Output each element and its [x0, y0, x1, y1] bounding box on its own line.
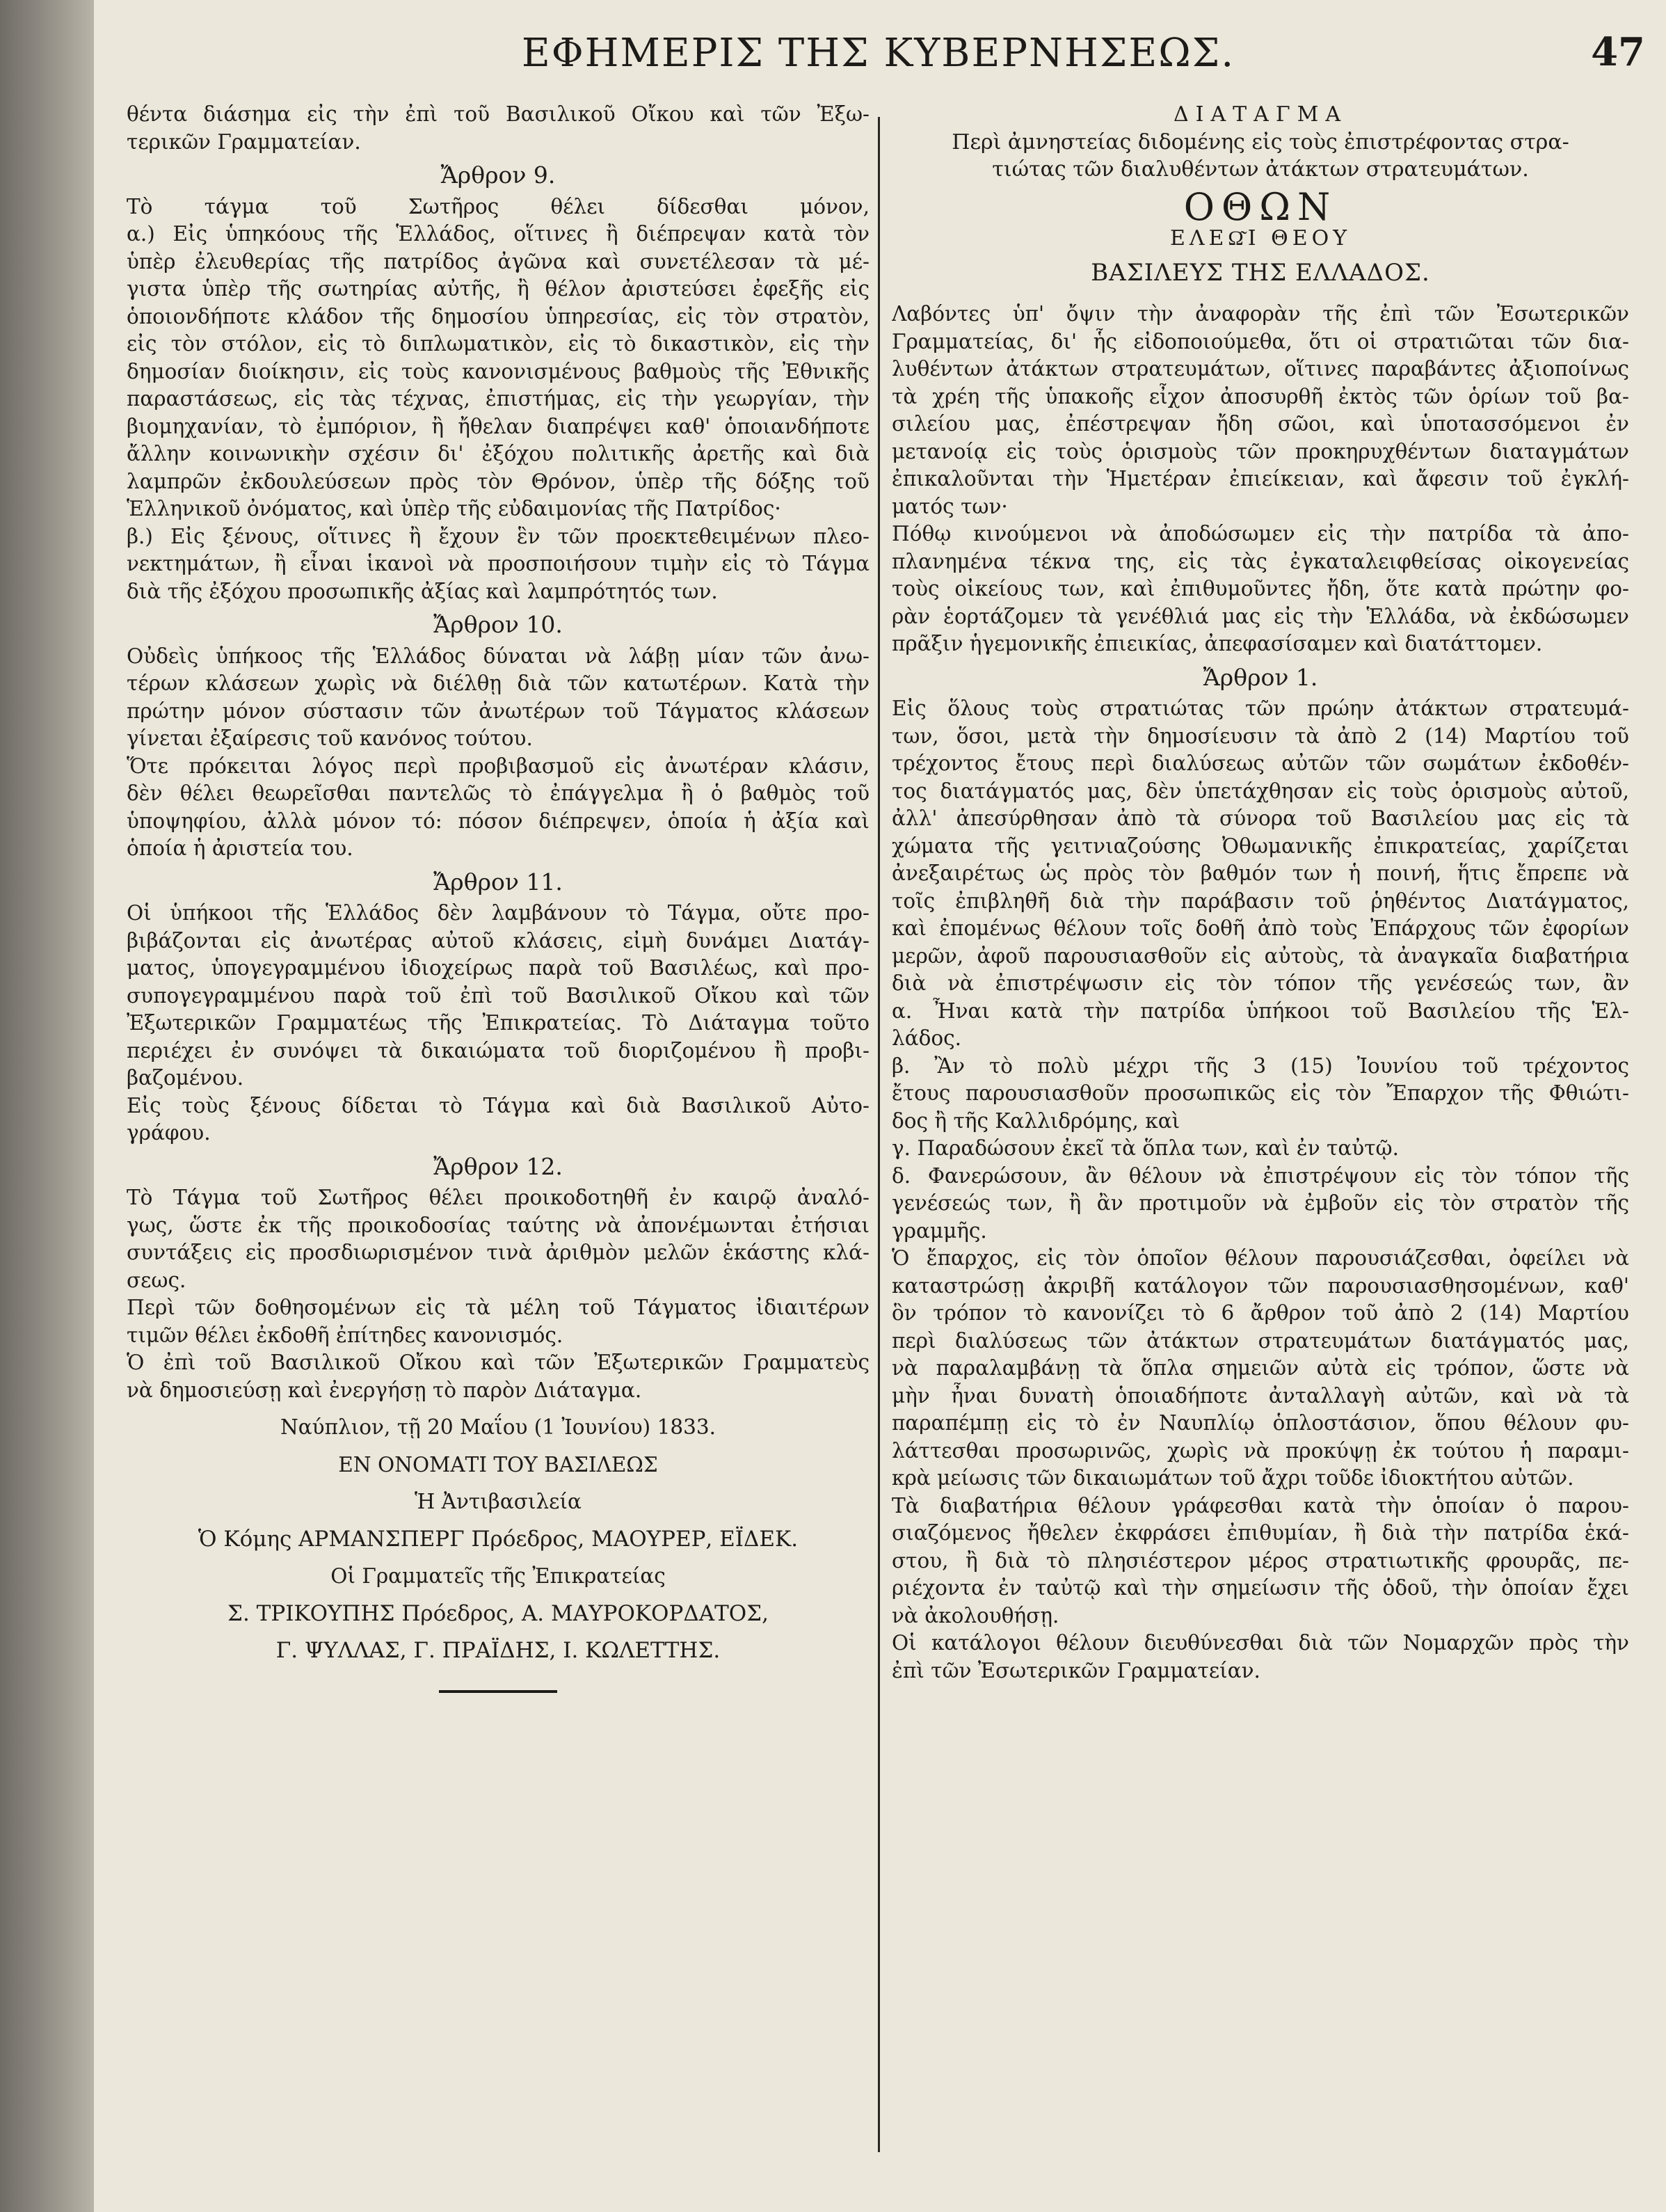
text-line: β. Ἂν τὸ πολὺ μέχρι τῆς 3 (15) Ἰουνίου τοῦ τρέχοντος	[892, 1053, 1629, 1078]
text-line: θέντα διάσημα εἰς τὴν ἐπὶ τοῦ Βασιλικοῦ Οἴκου καὶ τῶν Ἐξω-	[127, 102, 870, 126]
text-line: τοὺς οἰκείους των, καὶ ἐπιθυμοῦντες ἤδη, ὅτε κατὰ πρώτην φο-	[892, 577, 1629, 600]
text-line: τοῖς ἐπιβληθῆ διὰ τὴν παράβασιν τοῦ ῥηθέντος Διατάγματος,	[892, 889, 1629, 913]
text-line: γως, ὥστε ἐκ τῆς προικοδοσίας ταύτης νὰ ἀπονέμωνται ἐτήσιαι	[127, 1213, 870, 1237]
text-line: σιλείου μας, ἐπέστρεψαν ἤδη σῶοι, καὶ ὑποτασσόμενοι ἐν	[892, 412, 1629, 436]
text-line: Τὰ διαβατήρια θέλουν γράφεσθαι κατὰ τὴν ὁποίαν ὁ παρου-	[892, 1493, 1629, 1518]
text-line: Οὐδεὶς ὑπήκοος τῆς Ἑλλάδος δύναται νὰ λάβῃ μίαν τῶν ἀνω-	[127, 644, 870, 668]
text-line: των, ὅσοι, μετὰ τὴν δημοσίευσιν τὰ ἀπὸ 2 (14) Μαρτίου τοῦ	[892, 724, 1629, 748]
in-name-of-king: ΕΝ ΟΝΟΜΑΤΙ ΤΟΥ ΒΑΣΙΛΕΩΣ	[338, 1452, 658, 1477]
text-line: ματός των·	[892, 494, 1008, 518]
text-line: Εἰς τοὺς ξένους δίδεται τὸ Τάγμα καὶ διὰ Βασιλικοῦ Αὐτο-	[127, 1093, 870, 1117]
text-line: γραμμῆς.	[892, 1218, 987, 1243]
article-1-body	[892, 695, 1629, 1685]
text-line: τιμῶν θέλει ἐκδοθῆ ἐπίτηδες κανονισμός.	[127, 1323, 563, 1347]
text-line: ρὰν ἑορτάζομεν τὰ γενέθλιά μας εἰς τὴν Ἑλλάδα, νὰ ἐκδώσωμεν	[892, 604, 1629, 628]
text-line: ὁποία ἡ ἀριστεία του.	[127, 836, 353, 860]
text-line: μετανοίᾳ εἰς τοὺς ὁρισμοὺς τῶν προκηρυχθέντων διαταγμάτων	[892, 439, 1629, 463]
text-line: Γραμματείας, δι' ἧς εἰδοποιούμεθα, ὅτι οἱ στρατιῶται τῶν δια-	[892, 329, 1629, 353]
text-line: λάδος.	[892, 1026, 962, 1050]
text-line: γιστα ὑπὲρ τῆς σωτηρίας αὐτῆς, ἢ θέλον ἀριστεύσει ἐφεξῆς εἰς	[127, 277, 870, 301]
text-line: καὶ ἐπομένως θέλουν τοῖς δοθῆ ἀπὸ τοὺς Ἐπάρχους τῶν ἐφορίων	[892, 916, 1629, 940]
text-line: Ὁ ἔπαρχος, εἰς τὸν ὁποῖον θέλουν παρουσιάζεσθαι, ὀφείλει νὰ	[892, 1246, 1629, 1270]
text-line: κρὰ μείωσις τῶν δικαιωμάτων τοῦ ἄχρι τοῦδε ἰδιοκτήτου αὐτῶν.	[892, 1466, 1574, 1490]
text-line: τέρων κλάσεων χωρὶς νὰ διέλθῃ διὰ τῶν κατωτέρων. Κατὰ τὴν	[127, 671, 870, 695]
text-line: ἄλλην κοινωνικὴν σχέσιν δι' ἐξόχου πολιτικῆς ἀρετῆς καὶ διὰ	[127, 442, 870, 466]
text-line: δὲν θέλει θεωρεῖσθαι παντελῶς τὸ ἐπάγγελμα ἢ ὁ βαθμὸς τοῦ	[127, 781, 870, 805]
text-line: ὑποψηφίου, ἀλλὰ μόνον τό: πόσον διέπρεψεν, ὁποία ἡ ἀξία καὶ	[127, 809, 870, 833]
article-12-heading: Ἄρθρον 12.	[433, 1152, 563, 1180]
text-line: Ὁ ἐπὶ τοῦ Βασιλικοῦ Οἴκου καὶ τῶν Ἐξωτερικῶν Γραμματεὺς	[127, 1351, 870, 1374]
king-name: ΟΘΩΝ	[1183, 184, 1338, 229]
text-line: διὰ νὰ ἐπιστρέψωσιν εἰς τὸν τόπον τῆς γενέσεώς των, ἂν	[892, 971, 1629, 995]
by-grace-of-god: ΕΛΕΩ͂Ι ΘΕΟΥ	[1169, 226, 1352, 250]
text-line: εἰς τὸν στόλον, εἰς τὸ διπλωματικὸν, εἰς τὸ δικαστικὸν, εἰς τὴν	[127, 332, 870, 356]
text-line: καταστρώσῃ ἀκριβῆ κατάλογον τῶν παρουσιασθησομένων, καθ'	[892, 1273, 1629, 1298]
right-column	[892, 101, 1629, 1685]
article-12-body	[127, 1184, 870, 1404]
text-line: Τὸ Τάγμα τοῦ Σωτῆρος θέλει προικοδοτηθῆ ἐν καιρῷ ἀναλό-	[127, 1186, 870, 1209]
text-line: μὴν ἦναι δυνατὴ ὁποιαδήποτε ἀνταλλαγὴ αὐτῶν, καὶ νὰ τὰ	[892, 1383, 1629, 1408]
text-line: ἐπικαλοῦνται τὴν Ἡμετέραν ἐπιείκειαν, καὶ ἄφεσιν τοῦ ἐγκλή-	[892, 467, 1629, 491]
secretaries-label: Οἱ Γραμματεῖς τῆς Ἐπικρατείας	[330, 1564, 666, 1588]
decree-title: ΔΙΑΤΑΓΜΑ	[1173, 102, 1348, 127]
text-line: τιώτας τῶν διαλυθέντων ἀτάκτων στρατευμάτων.	[992, 157, 1529, 182]
text-line: νὰ ἀκολουθήσῃ.	[892, 1603, 1059, 1628]
text-line: λάττεσθαι προσωρινῶς, χωρὶς νὰ προκύψῃ ἐκ τούτου ἡ παραμι-	[892, 1438, 1629, 1463]
article-1-heading: Ἄρθρον 1.	[1203, 663, 1318, 691]
text-line: τρέχοντος ἔτους περὶ διαλύσεως αὐτῶν τῶν σωμάτων ἐκδοθέν-	[892, 751, 1629, 775]
text-line: περιέχει ἐν συνόψει τὰ δικαιώματα τοῦ διοριζομένου ἢ προβι-	[127, 1038, 870, 1063]
text-line: σιαζόμενος ἤθελεν ἐκφράσει ἐπιθυμίαν, ἢ διὰ τὴν πατρίδα ἑκά-	[892, 1521, 1629, 1545]
text-line: ἀνεξαιρέτως ὡς πρὸς τὸν βαθμόν των ἡ ποινή, ἥτις ἔπρεπε νὰ	[892, 861, 1629, 885]
text-line: α.) Εἰς ὑπηκόους τῆς Ἑλλάδος, οἵτινες ἢ διέπρεψαν κατὰ τὸν	[127, 222, 870, 246]
text-line: Περὶ τῶν δοθησομένων εἰς τὰ μέλη τοῦ Τάγματος ἰδιαιτέρων	[127, 1296, 870, 1319]
text-line: ριέχοντα ἐν ταὐτῷ καὶ τὴν σημείωσιν τῆς ὁδοῦ, τὴν ὁποίαν ἔχει	[892, 1576, 1629, 1600]
intro-paragraph	[127, 101, 870, 156]
text-line: δημοσίαν διοίκησιν, εἰς τοὺς κανονισμένους βαθμοὺς τῆς Ἐθνικῆς	[127, 359, 870, 383]
text-line: Ἐξωτερικῶν Γραμματέως τῆς Ἐπικρατείας. Τὸ Διάταγμα τοῦτο	[127, 1011, 870, 1035]
decree-subject	[892, 129, 1629, 184]
left-column	[127, 101, 870, 1693]
text-line: στου, ἢ διὰ τὸ πλησιέστερον μέρος στρατιωτικῆς φρουρᾶς, πε-	[892, 1548, 1629, 1573]
text-line: γ. Παραδώσουν ἐκεῖ τὰ ὅπλα των, καὶ ἐν ταὐτῷ.	[892, 1136, 1399, 1160]
text-line: νὰ δημοσιεύσῃ καὶ ἐνεργήσῃ τὸ παρὸν Διάταγμα.	[127, 1378, 642, 1402]
text-line: διὰ τῆς ἐξόχου προσωπικῆς ἀξίας καὶ λαμπρότητός των.	[127, 579, 718, 603]
text-line: ἔτους παρουσιασθοῦν προσωπικῶς εἰς τὸν Ἔπαρχον τῆς Φθιώτι-	[892, 1081, 1629, 1105]
text-line: μερῶν, ἀφοῦ παρουσιασθοῦν εἰς αὐτοὺς, τὰ ἀναγκαῖα διαβατήρια	[892, 944, 1629, 968]
text-line: Οἱ κατάλογοι θέλουν διευθύνεσθαι διὰ τῶν Νομαρχῶν πρὸς τὴν	[892, 1631, 1629, 1655]
binding-gutter	[0, 0, 94, 2212]
text-line: σεως.	[127, 1268, 186, 1292]
text-line: Πόθῳ κινούμενοι νὰ ἀποδώσωμεν εἰς τὴν πατρίδα τὰ ἀπο-	[892, 522, 1629, 546]
text-line: β.) Εἰς ξένους, οἵτινες ἢ ἔχουν ἓν τῶν προεκτεθειμένων πλεο-	[127, 524, 870, 548]
text-line: βιβάζονται εἰς ἀνωτέρας αὐτοῦ κλάσεις, εἰμὴ δυνάμει Διατάγ-	[127, 928, 870, 953]
page-header	[104, 24, 1652, 86]
text-line: ὁποιονδήποτε κλάδον τῆς δημοσίου ὑπηρεσίας, εἰς τὸν στρατὸν,	[127, 304, 870, 328]
article-11-body	[127, 900, 870, 1147]
text-line: ματος, ὑπογεγραμμένου ἰδιοχείρως παρὰ τοῦ Βασιλέως, καὶ προ-	[127, 956, 870, 980]
text-line: συπογεγραμμένου παρὰ τοῦ ἐπὶ τοῦ Βασιλικοῦ Οἴκου καὶ τῶν	[127, 983, 870, 1008]
text-line: γενέσεώς των, ἢ ἂν προτιμοῦν νὰ ἐμβοῦν εἰς τὸν στρατὸν τῆς	[892, 1191, 1629, 1215]
text-line: Οἱ ὑπήκοοι τῆς Ἑλλάδος δὲν λαμβάνουν τὸ Τάγμα, οὔτε προ-	[127, 901, 870, 925]
text-line: Περὶ ἀμνηστείας διδομένης εἰς τοὺς ἐπιστρέφοντας στρα-	[952, 129, 1569, 154]
text-line: γίνεται ἐξαίρεσις τοῦ κανόνος τούτου.	[127, 726, 533, 750]
newspaper-title: ΕΦΗΜΕΡΙΣ ΤΗΣ ΚΥΒΕΡΝΗΣΕΩΣ.	[521, 31, 1235, 76]
text-line: πλανημένα τέκνα της, εἰς τὰς ἐγκαταλειφθείσας οἰκογενείας	[892, 549, 1629, 573]
text-line: βιομηχανίαν, τὸ ἐμπόριον, ἢ ἤθελαν διαπρέψει καθ' ὁποιανδήποτε	[127, 414, 870, 438]
secretaries-signatures-1: Σ. ΤΡΙΚΟΥΠΗΣ Πρόεδρος, Α. ΜΑΥΡΟΚΟΡΔΑΤΟΣ,	[227, 1600, 769, 1626]
text-line: πρώτην μόνον σύστασιν τῶν ἀνωτέρων τοῦ Τάγματος κλάσεων	[127, 699, 870, 723]
text-line: παραπέμπῃ εἰς τὸ ἐν Ναυπλίῳ ὁπλοστάσιον, ὅπου θέλουν φυ-	[892, 1411, 1629, 1435]
text-line: Εἰς ὅλους τοὺς στρατιώτας τῶν πρώην ἀτάκτων στρατευμά-	[892, 697, 1629, 720]
text-line: νὰ παραλαμβάνῃ τὰ ὅπλα σημειῶν αὐτὰ εἰς τρόπον, ὥστε νὰ	[892, 1356, 1629, 1380]
text-line: πρᾶξιν ἡγεμονικῆς ἐπιεικίας, ἀπεφασίσαμεν καὶ διατάττομεν.	[892, 632, 1543, 655]
text-line: συντάξεις εἰς προσδιωρισμένον τινὰ ἀριθμὸν μελῶν ἑκάστης κλά-	[127, 1241, 870, 1264]
text-line: νεκτημάτων, ἢ εἶναι ἱκανοὶ νὰ προσποιήσουν τιμὴν εἰς τὸ Τάγμα	[127, 552, 870, 575]
text-line: βαζομένου.	[127, 1066, 244, 1090]
text-line: τὰ χρέη τῆς ὑπακοῆς εἶχον ἀποσυρθῆ ἐκτὸς τῶν ὁρίων τοῦ βα-	[892, 384, 1629, 408]
text-line: δος ἢ τῆς Καλλιδρόμης, καὶ	[892, 1108, 1180, 1133]
text-line: γράφου.	[127, 1121, 211, 1145]
text-line: περὶ διαλύσεως τῶν ἀτάκτων στρατευμάτων διατάγματός μας,	[892, 1328, 1629, 1353]
text-line: ὑπὲρ ἐλευθερίας τῆς πατρίδος ἀγῶνα καὶ συνετέλεσαν τὰ μέ-	[127, 249, 870, 273]
text-line: χώματα τῆς γειτνιαζούσης Ὀθωμανικῆς ἐπικρατείας, χαρίζεται	[892, 834, 1629, 858]
column-rule	[878, 117, 880, 2152]
end-rule	[439, 1690, 557, 1693]
regents-signatures: Ὁ Κόμης ΑΡΜΑΝΣΠΕΡΓ Πρόεδρος, ΜΑΟΥΡΕΡ, ΕΪΔΕΚ.	[198, 1526, 799, 1552]
text-line: λυθέντων ἀτάκτων στρατευμάτων, οἵτινες παραβάντες ἀξιοποίνως	[892, 357, 1629, 381]
regency-label: Ἡ Ἀντιβασιλεία	[415, 1490, 582, 1513]
article-10-body	[127, 643, 870, 863]
page-number: 47	[1591, 29, 1645, 75]
text-line: τος διατάγματός μας, δὲν ὑπετάχθησαν εἰς τοὺς ὁρισμοὺς αὐτοῦ,	[892, 779, 1629, 803]
article-9-heading: Ἄρθρον 9.	[440, 161, 556, 189]
article-11-heading: Ἄρθρον 11.	[433, 868, 563, 896]
text-line: Ἑλληνικοῦ ὀνόματος, καὶ ὑπὲρ τῆς εὐδαιμονίας τῆς Πατρίδος·	[127, 497, 781, 520]
text-line: ὃν τρόπον τὸ κανονίζει τὸ 6 ἄρθρον τοῦ ἀπὸ 2 (14) Μαρτίου	[892, 1301, 1629, 1325]
text-line: ἐπὶ τῶν Ἐσωτερικῶν Γραμματείαν.	[892, 1658, 1260, 1682]
text-line: τερικῶν Γραμματείαν.	[127, 129, 361, 154]
text-line: λαμπρῶν ἐκδουλεύσεων πρὸς τὸν Θρόνον, ὑπὲρ τῆς δόξης τοῦ	[127, 469, 870, 493]
place-date: Ναύπλιον, τῇ 20 Μαΐου (1 Ἰουνίου) 1833.	[280, 1415, 716, 1439]
text-line: ἀλλ' ἀπεσύρθησαν ἀπὸ τὰ σύνορα τοῦ Βασιλείου μας εἰς τὰ	[892, 806, 1629, 830]
secretaries-signatures-2: Γ. ΨΥΛΛΑΣ, Γ. ΠΡΑΪΔΗΣ, Ι. ΚΩΛΕΤΤΗΣ.	[275, 1638, 721, 1663]
king-title: ΒΑΣΙΛΕΥΣ ΤΗΣ ΕΛΛΑΔΟΣ.	[1091, 258, 1430, 287]
text-line: Ὅτε πρόκειται λόγος περὶ προβιβασμοῦ εἰς ἀνωτέραν κλάσιν,	[127, 754, 870, 778]
article-10-heading: Ἄρθρον 10.	[433, 611, 563, 638]
text-line: α. Ἦναι κατὰ τὴν πατρίδα ὑπήκοοι τοῦ Βασιλείου τῆς Ἑλ-	[892, 998, 1629, 1023]
text-line: παραστάσεως, εἰς τὰς τέχνας, ἐπιστήμας, εἰς τὴν γεωργίαν, τὴν	[127, 387, 870, 411]
text-line: Τὸ τάγμα τοῦ Σωτῆρος θέλει δίδεσθαι μόνον,	[127, 194, 870, 218]
article-9-body	[127, 193, 870, 606]
text-line: δ. Φανερώσουν, ἂν θέλουν νὰ ἐπιστρέψουν εἰς τὸν τόπον τῆς	[892, 1163, 1629, 1188]
decree-preamble	[892, 301, 1629, 658]
text-line: Λαβόντες ὑπ' ὄψιν τὴν ἀναφορὰν τῆς ἐπὶ τῶν Ἐσωτερικῶν	[892, 302, 1629, 326]
